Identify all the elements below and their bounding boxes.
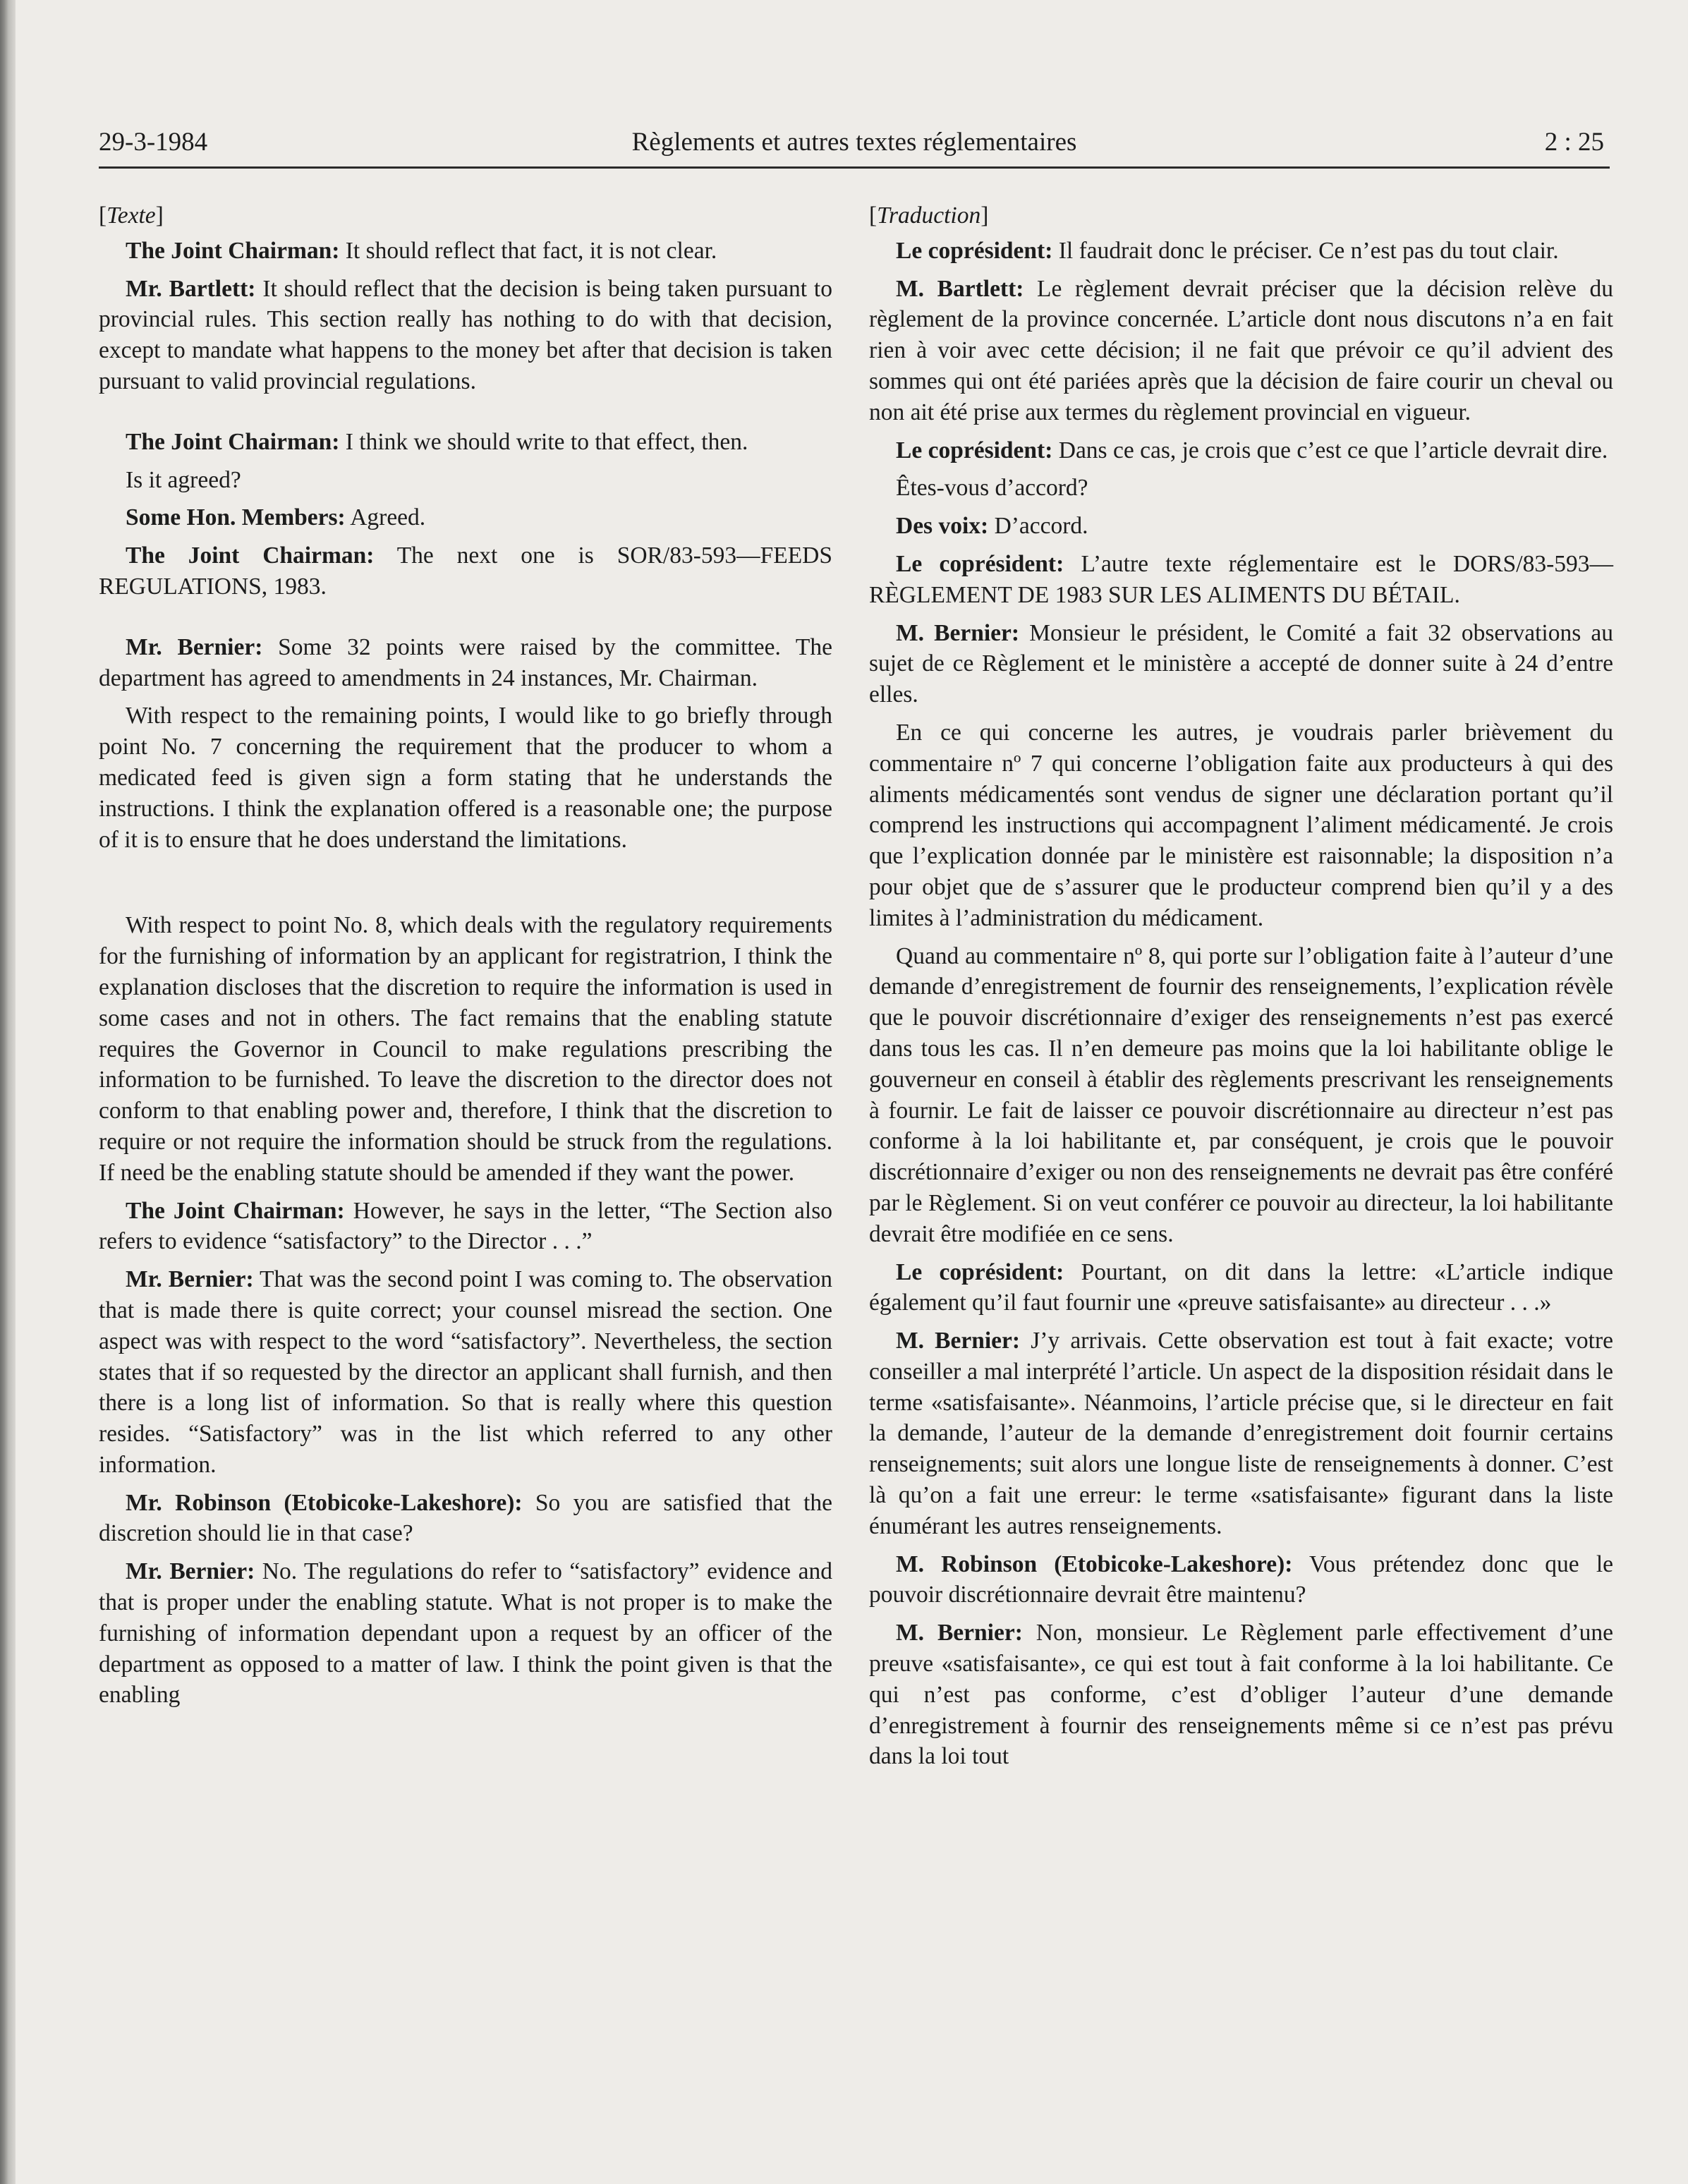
- page-header: [99, 124, 1610, 169]
- paragraph: The Joint Chairman: The next one is SOR/83-593—FEEDS REGULATIONS, 1983.: [99, 542, 832, 600]
- paragraph: En ce qui concerne les autres, je voudrais parler brièvement du commentaire nº 7 qui concerne l’obligation faite aux producteurs à qui des aliments médicamentés sont vendus de signer une déclaration portant qu’il comprend les instructions qui accompagnent l’aliment médicamenté. Je crois que l’explication donnée par le ministère est raisonnable; la disposition n’a pour objet que de s’assurer que le producteur comprend bien qu’il y a des limites à l’administration du médicament.: [869, 719, 1613, 931]
- header-page-number: 2 : 25: [1544, 128, 1604, 157]
- paragraph: The Joint Chairman: I think we should write to that effect, then.: [126, 428, 748, 455]
- paragraph: Is it agreed?: [126, 466, 241, 493]
- paragraph: Êtes-vous d’accord?: [896, 475, 1088, 502]
- language-label: [Traduction]: [869, 202, 989, 229]
- french-column: [869, 200, 1613, 1779]
- paragraph: The Joint Chairman: It should reflect that fact, it is not clear.: [126, 237, 717, 264]
- paragraph: Le coprésident: L’autre texte réglementaire est le DORS/83-593—RÈGLEMENT DE 1983 SUR LES ALIMENTS DU BÉTAIL.: [869, 550, 1613, 608]
- paragraph: M. Robinson (Etobicoke-Lakeshore): Vous prétendez donc que le pouvoir discrétionnaire devrait être maintenu?: [869, 1551, 1613, 1608]
- paragraph: Le coprésident: Dans ce cas, je crois que c’est ce que l’article devrait dire.: [896, 437, 1608, 463]
- header-date: 29-3-1984: [99, 128, 208, 157]
- paragraph: Some Hon. Members: Agreed.: [126, 504, 426, 531]
- english-column: [99, 200, 832, 1718]
- paragraph: Mr. Bernier: That was the second point I was coming to. The observation that is made there is quite correct; your counsel misread the section. One aspect was with respect to the word “satisfactory”. Nevertheless, the section states that if so requested by the director an applicant shall furnish, and then there is a long list of information. So that is really where this question resides. “Satisfactory” was in the list which referred to any other information.: [99, 1266, 833, 1478]
- paragraph: Mr. Robinson (Etobicoke-Lakeshore): So you are satisfied that the discretion should lie in that case?: [99, 1489, 832, 1547]
- document-page: [16, 0, 1688, 2184]
- paragraph: Des voix: D’accord.: [896, 513, 1088, 540]
- paragraph: Mr. Bernier: No. The regulations do refer to “satisfactory” evidence and that is proper under the enabling statute. What is not proper is to make the furnishing of information dependant upon a request by an officer of the department as opposed to a matter of law. I think the point given is that the enabling: [99, 1558, 833, 1709]
- paragraph: M. Bartlett: Le règlement devrait préciser que la décision relève du règlement de la province concernée. L’article dont nous discutons n’a en fait rien à voir avec cette décision; il ne fait que prévoir ce qu’il advient des sommes qui ont été pariées après que la décision de faire courir un cheval ou non ait été prise aux termes du règlement provincial en vigueur.: [869, 275, 1613, 425]
- paragraph: Le coprésident: Pourtant, on dit dans la lettre: «L’article indique également qu’il faut fournir une «preuve satisfaisante» au directeur . . .»: [869, 1258, 1613, 1316]
- paragraph: Mr. Bartlett: It should reflect that the decision is being taken pursuant to provincial rules. This section really has nothing to do with that decision, except to mandate what happens to the money bet after that decision is taken pursuant to valid provincial regulations.: [99, 275, 832, 394]
- paragraph: Mr. Bernier: Some 32 points were raised by the committee. The department has agreed to amendments in 24 instances, Mr. Chairman.: [99, 633, 832, 691]
- paragraph: With respect to the remaining points, I would like to go briefly through point No. 7 concerning the requirement that the producer to whom a medicated feed is given sign a form stating that he understands the instructions. I think the explanation offered is a reasonable one; the purpose of it is to ensure that he does understand the limitations.: [99, 703, 832, 853]
- paragraph: Quand au commentaire nº 8, qui porte sur l’obligation faite à l’auteur d’une demande d’enregistrement de fournir des renseignements, l’explication révèle que le pouvoir discrétionnaire d’exiger des renseignements n’est pas exercé dans tous les cas. Il n’en demeure pas moins que la loi habilitante oblige le gouverneur en conseil à établir des règlements prescrivant les renseignements à fournir. Le fait de laisser ce pouvoir discrétionnaire au directeur n’est pas conforme à la loi habilitante et, par conséquent, je crois que le pouvoir discrétionnaire d’exiger ou non des renseignements ne devrait pas être conféré par le Règlement. Si on veut conférer ce pouvoir au directeur, la loi habilitante devrait être modifiée en ce sens.: [869, 942, 1613, 1247]
- paragraph: M. Bernier: J’y arrivais. Cette observation est tout à fait exacte; votre conseiller a mal interprété l’article. Un aspect de la disposition résidait dans le terme «satisfaisante». Néanmoins, l’article précise que, si le directeur en fait la demande, l’auteur de la demande d’enregistrement doit fournir certains renseignements; suit alors une longue liste de renseignements à donner. C’est là qu’on a fait une erreur: le terme «satisfaisante» figurant dans la liste énumérant les autres renseignements.: [869, 1328, 1613, 1539]
- paragraph: M. Bernier: Monsieur le président, le Comité a fait 32 observations au sujet de ce Règlement et le ministère a accepté de donner suite à 24 d’entre elles.: [869, 619, 1613, 708]
- header-title: Règlements et autres textes réglementaires: [631, 128, 1077, 157]
- page-binding-edge: [0, 0, 16, 2184]
- language-label: [Texte]: [99, 202, 164, 229]
- paragraph: The Joint Chairman: However, he says in the letter, “The Section also refers to evidence “satisfactory” to the Director . . .”: [99, 1197, 832, 1255]
- paragraph: Le coprésident: Il faudrait donc le préciser. Ce n’est pas du tout clair.: [896, 237, 1559, 264]
- paragraph: With respect to point No. 8, which deals with the regulatory requirements for the furnishing of information by an applicant for registratrion, I think the explanation discloses that the discretion to require the information is used in some cases and not in others. The fact remains that the enabling statute requires the Governor in Council to make regulations prescribing the information to be furnished. To leave the discretion to the director does not conform to that enabling power and, therefore, I think that the discretion to require or not require the information should be struck from the regulations. If need be the enabling statute should be amended if they want the power.: [99, 912, 832, 1186]
- paragraph: M. Bernier: Non, monsieur. Le Règlement parle effectivement d’une preuve «satisfaisante», ce qui est tout à fait conforme à la loi habilitante. Ce qui n’est pas conforme, c’est d’obliger l’auteur d’une demande d’enregistrement à fournir des renseignements même si ce n’est pas prévu dans la loi tout: [869, 1620, 1613, 1770]
